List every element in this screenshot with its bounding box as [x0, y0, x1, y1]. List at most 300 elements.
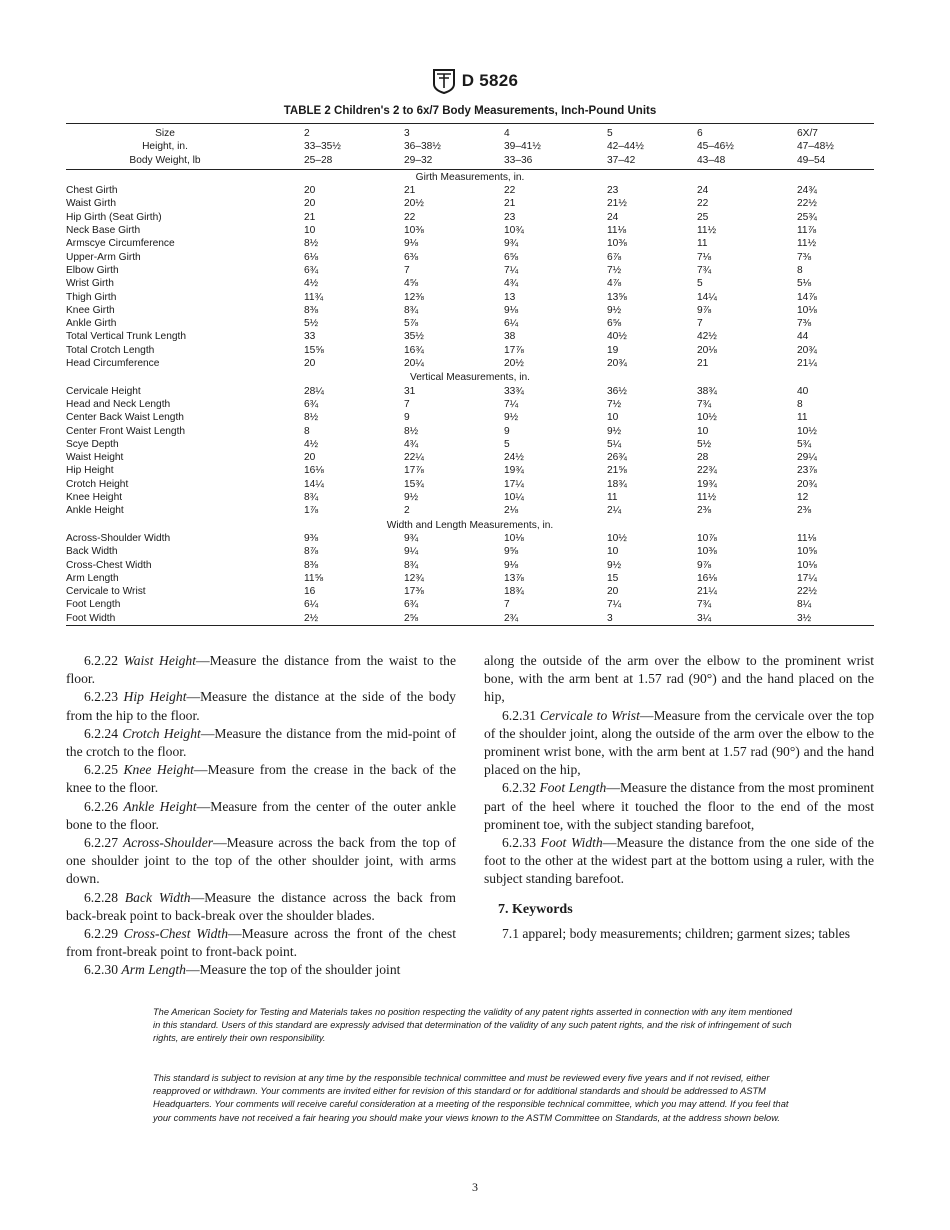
table-cell: 3 — [607, 612, 613, 624]
paragraph-continuation: along the outside of the arm over the elbow to the prominent wrist bone, with the arm bent at 1.57 rad (90°) and the hand placed on the hip, — [484, 653, 874, 705]
table-cell: 2⅜ — [697, 505, 712, 517]
table-cell: 7 — [404, 264, 410, 276]
table-cell: 22 — [504, 185, 516, 197]
section-title-row — [66, 169, 874, 184]
table-row — [66, 344, 874, 357]
table-cell: 13⅝ — [607, 291, 627, 303]
table-cell: 24 — [607, 211, 619, 223]
table-cell: 38 — [504, 331, 516, 343]
row-label: Crotch Height — [66, 478, 129, 490]
table-cell: 16¾ — [404, 344, 424, 356]
table-cell: 5½ — [304, 318, 319, 330]
definition-text: —Measure across the front of the chest from front-break point to front-back point. — [66, 926, 456, 960]
table-row — [66, 357, 874, 370]
table-cell: 9½ — [404, 492, 419, 504]
table-cell: 2 — [404, 505, 410, 517]
table-cell: 9½ — [504, 412, 519, 424]
table-cell: 40½ — [607, 331, 627, 343]
term: Cervicale to Wrist — [539, 707, 640, 723]
table-cell: 7¼ — [504, 398, 519, 410]
definition-text: —Measure across the back from the top of one shoulder joint to the top of the other shoulder joint, with arms down. — [66, 835, 456, 887]
table-cell: 11⅛ — [797, 532, 817, 544]
table-cell: 10⅛ — [797, 304, 817, 316]
table-cell: 17⅜ — [404, 586, 424, 598]
table-cell: 7⅜ — [797, 318, 812, 330]
table-cell: 5 — [504, 438, 510, 450]
section-number: 6.2.27 — [84, 835, 118, 851]
definition-text: —Measure from the crease in the back of the knee to the floor. — [66, 762, 456, 796]
table-cell: 9¾ — [504, 238, 519, 250]
table-cell: 20½ — [504, 358, 524, 370]
definition-text: —Measure the distance across the back from back-break point to back-break over the shoulder blades. — [66, 889, 456, 923]
table-cell: 14¼ — [304, 478, 324, 490]
table-cell: 6¼ — [304, 599, 319, 611]
table-row — [66, 317, 874, 330]
row-label: Neck Base Girth — [66, 225, 141, 237]
table-cell: 10½ — [607, 532, 627, 544]
term: Foot Length — [539, 780, 607, 796]
document-id: D 5826 — [461, 71, 519, 90]
definition-text: —Measure the top of the shoulder joint — [185, 962, 401, 978]
header-value: 33–36 — [504, 154, 533, 166]
text-column-right — [484, 652, 874, 943]
row-label: Arm Length — [66, 572, 119, 584]
section-number: 6.2.23 — [84, 689, 118, 705]
table-cell: 8⅜ — [304, 559, 319, 571]
text-column-left — [66, 652, 456, 980]
table-cell: 5⅞ — [404, 318, 419, 330]
table-row — [66, 478, 874, 491]
paragraph — [66, 889, 456, 925]
term: Ankle Height — [123, 798, 197, 814]
table-cell: 11 — [697, 238, 708, 250]
table-cell: 9½ — [607, 304, 622, 316]
table-cell: 21½ — [607, 198, 627, 210]
section-number: 6.2.25 — [84, 762, 118, 778]
table-cell: 2⅛ — [504, 505, 519, 517]
table-cell: 25 — [697, 211, 709, 223]
table-cell: 9⅝ — [504, 546, 519, 558]
header-value: 42–44½ — [607, 141, 644, 153]
table-cell: 21¼ — [697, 586, 717, 598]
table-cell: 7 — [504, 599, 510, 611]
table-cell: 9⅛ — [504, 559, 519, 571]
row-label: Knee Height — [66, 492, 123, 504]
table-cell: 25¾ — [797, 211, 817, 223]
header-value: 29–32 — [404, 154, 433, 166]
table-cell: 6⅛ — [304, 251, 319, 263]
term: Crotch Height — [122, 725, 201, 741]
table-row — [66, 572, 874, 585]
table-cell: 28 — [697, 452, 709, 464]
table-cell: 22¾ — [697, 465, 717, 477]
paragraph — [66, 798, 456, 834]
row-label: Hip Girth (Seat Girth) — [66, 211, 162, 223]
table-cell: 14⅞ — [797, 291, 817, 303]
row-label: Across-Shoulder Width — [66, 532, 171, 544]
section-title: Girth Measurements, in. — [415, 171, 525, 183]
section-title: Vertical Measurements, in. — [409, 372, 531, 384]
table-cell: 20 — [607, 586, 619, 598]
table-cell: 36½ — [607, 385, 627, 397]
table-cell: 5¾ — [797, 438, 812, 450]
definition-text: —Measure the distance from the waist to the floor. — [66, 653, 456, 687]
table-cell: 8 — [797, 398, 803, 410]
table-row — [66, 425, 874, 438]
header-value: 37–42 — [607, 154, 636, 166]
table-cell: 42½ — [697, 331, 717, 343]
table-cell: 21 — [404, 185, 416, 197]
section-number: 6.2.29 — [84, 926, 118, 942]
table-cell: 16⅛ — [697, 572, 717, 584]
table-cell: 5 — [697, 278, 703, 290]
table-cell: 6⅝ — [607, 318, 622, 330]
keywords-text: 7.1 apparel; body measurements; children; garment sizes; tables — [502, 925, 851, 941]
table-cell: 10½ — [797, 425, 817, 437]
table-cell: 4⅝ — [404, 278, 419, 290]
table-cell: 9½ — [607, 559, 622, 571]
astm-logo-icon — [432, 68, 456, 94]
table-cell: 6¼ — [504, 318, 519, 330]
table-cell: 11 — [607, 492, 618, 504]
table-row — [66, 504, 874, 517]
table-cell: 44 — [797, 331, 809, 343]
table-cell: 10⅝ — [797, 546, 817, 558]
table-cell: 12 — [797, 492, 809, 504]
table-row — [66, 291, 874, 304]
table-cell: 8½ — [304, 238, 319, 250]
table-cell: 15 — [607, 572, 619, 584]
table-cell: 10⅜ — [697, 546, 717, 558]
table-cell: 5⅛ — [797, 278, 812, 290]
row-label: Chest Girth — [66, 185, 118, 197]
table-cell: 10 — [607, 546, 619, 558]
keywords-heading: 7. Keywords — [498, 901, 573, 917]
table-cell: 22½ — [797, 198, 817, 210]
row-label: Total Crotch Length — [66, 344, 155, 356]
row-label: Cervicale Height — [66, 385, 141, 397]
row-label: Knee Girth — [66, 304, 115, 316]
table-cell: 19¾ — [504, 465, 524, 477]
page-number: 3 — [472, 1180, 478, 1194]
table-cell: 35½ — [404, 331, 424, 343]
table-cell: 17⅞ — [404, 465, 424, 477]
table-cell: 40 — [797, 385, 809, 397]
table-cell: 20 — [304, 452, 316, 464]
term: Across-Shoulder — [122, 835, 214, 851]
table-cell: 11½ — [797, 238, 817, 250]
table-cell: 18¾ — [607, 478, 627, 490]
table-cell: 1⅞ — [304, 505, 319, 517]
table-cell: 10⅜ — [607, 238, 627, 250]
table-cell: 9½ — [607, 425, 622, 437]
table-cell: 2½ — [304, 612, 319, 624]
table-cell: 11¾ — [304, 291, 324, 303]
section-number: 6.2.28 — [84, 889, 118, 905]
table-cell: 9 — [404, 412, 410, 424]
table-cell: 7⅜ — [797, 251, 812, 263]
definition-text: —Measure the distance from the mid-point of the crotch to the floor. — [66, 725, 457, 760]
page-header — [0, 68, 950, 99]
table-header-row — [66, 154, 874, 170]
table-cell: 11½ — [697, 225, 717, 237]
paragraph — [66, 925, 456, 961]
table-cell: 6¾ — [304, 264, 319, 276]
table-cell: 9⅞ — [697, 304, 712, 316]
table-row — [66, 585, 874, 598]
table-cell: 23 — [504, 211, 516, 223]
table-cell: 5¼ — [607, 438, 622, 450]
table-cell: 13⅞ — [504, 572, 524, 584]
table-cell: 17⅞ — [504, 344, 524, 356]
term: Back Width — [124, 889, 191, 905]
table-cell: 4½ — [304, 278, 319, 290]
table-cell: 2⅝ — [404, 612, 419, 624]
table-cell: 16 — [304, 586, 316, 598]
table-cell: 8⅞ — [304, 546, 319, 558]
row-label: Ankle Girth — [66, 318, 117, 330]
table-cell: 24 — [697, 185, 709, 197]
header-value: 43–48 — [697, 154, 726, 166]
table-header-row — [66, 140, 874, 153]
table-header-row — [66, 124, 874, 141]
header-logo-group — [432, 68, 519, 94]
table-cell: 20 — [304, 198, 316, 210]
table-cell: 2¾ — [504, 612, 519, 624]
table-cell: 9¼ — [404, 546, 419, 558]
patent-notice: The American Society for Testing and Materials takes no position respecting the validity of any patent rights asserted in connection with any item mentioned in this standard. Users of this standard are expressly advised that determination of the validity of any such patent rights, and the risk of infringement of such rights, are entirely their own responsibility. — [153, 1007, 793, 1044]
table-cell: 6¾ — [404, 599, 419, 611]
table-row — [66, 598, 874, 611]
table-cell: 14¼ — [697, 291, 717, 303]
table-title: TABLE 2 Children's 2 to 6x/7 Body Measurements, Inch-Pound Units — [283, 105, 657, 117]
row-label: Upper-Arm Girth — [66, 251, 141, 263]
table-row — [66, 385, 874, 398]
row-label: Wrist Girth — [66, 278, 114, 290]
measurements-table — [66, 123, 874, 626]
paragraph — [66, 725, 456, 761]
table-cell: 8½ — [304, 412, 319, 424]
row-label: Foot Width — [66, 612, 116, 624]
definition-text: —Measure from the cervicale over the top of the shoulder joint, along the outside of the arm over the elbow to the prominent wrist bone, with the arm bent at 1.57 rad (90°) and the hand placed on the hip, — [484, 707, 874, 778]
row-label: Scye Depth — [66, 438, 119, 450]
table-cell: 7 — [697, 318, 703, 330]
table-cell: 9⅞ — [697, 559, 712, 571]
header-value: 6 — [697, 128, 703, 139]
table-cell: 24½ — [504, 452, 524, 464]
table-cell: 7¾ — [697, 398, 712, 410]
table-cell: 10½ — [697, 412, 717, 424]
term: Cross-Chest Width — [123, 926, 229, 942]
table-row — [66, 491, 874, 504]
table-row — [66, 197, 874, 210]
table-cell: 29¼ — [797, 452, 817, 464]
table-cell: 11⅝ — [304, 572, 324, 584]
table-cell: 10⅞ — [697, 532, 717, 544]
table-row — [66, 304, 874, 317]
table-cell: 8 — [304, 425, 310, 437]
table-cell: 9⅜ — [304, 532, 319, 544]
header-value: 5 — [607, 128, 613, 139]
table-cell: 6⅝ — [504, 251, 519, 263]
table-cell: 12⅜ — [404, 291, 424, 303]
table-cell: 2⅜ — [797, 505, 812, 517]
row-label: Ankle Height — [66, 505, 124, 517]
table-row — [66, 237, 874, 250]
definition-text: —Measure the distance from the most prominent part of the heel where it touched the floor to the end of the most prominent toe, with the subject standing barefoot, — [484, 780, 874, 832]
header-value: 3 — [404, 128, 410, 139]
table-row — [66, 438, 874, 451]
header-label: Body Weight, lb — [129, 154, 201, 166]
table-cell: 10¾ — [504, 225, 524, 237]
row-label: Center Front Waist Length — [66, 425, 186, 437]
table-cell: 20¾ — [797, 344, 817, 356]
table-cell: 3½ — [797, 612, 812, 624]
table-cell: 16⅛ — [304, 465, 324, 477]
table-cell: 10⅛ — [797, 559, 817, 571]
row-label: Cross-Chest Width — [66, 559, 152, 571]
paragraph — [484, 834, 874, 889]
table-cell: 20¾ — [797, 478, 817, 490]
table-row — [66, 224, 874, 237]
table-cell: 20¾ — [607, 358, 627, 370]
header-value: 4 — [504, 128, 510, 139]
table-cell: 15⅝ — [304, 344, 324, 356]
header-value: 47–48½ — [797, 141, 834, 153]
paragraph — [66, 688, 456, 724]
table-cell: 6¾ — [304, 398, 319, 410]
paragraph — [484, 779, 874, 834]
row-label: Waist Height — [66, 452, 124, 464]
table-cell: 6⅞ — [607, 251, 622, 263]
table-cell: 8¾ — [304, 492, 319, 504]
table-cell: 11 — [797, 412, 808, 424]
table-cell: 6⅜ — [404, 251, 419, 263]
header-value: 45–46½ — [697, 141, 734, 153]
table-row — [66, 451, 874, 464]
table-cell: 33 — [304, 331, 316, 343]
definition-text: —Measure the distance at the side of the body from the hip to the floor. — [66, 689, 456, 723]
table-cell: 8½ — [404, 425, 419, 437]
definition-text: —Measure the distance from the one side of the foot to the other at the widest part at the bottom using a ruler, with the subject standing barefoot. — [484, 835, 875, 887]
table-cell: 11½ — [697, 492, 717, 504]
table-row — [66, 532, 874, 545]
table-cell: 19¾ — [697, 478, 717, 490]
table-cell: 8¾ — [404, 559, 419, 571]
table-cell: 17¼ — [504, 478, 524, 490]
table-cell: 7½ — [607, 264, 622, 276]
row-label: Waist Girth — [66, 198, 116, 210]
table-cell: 17¼ — [797, 572, 817, 584]
table-row — [66, 330, 874, 343]
table-row — [66, 251, 874, 264]
table-cell: 15¾ — [404, 478, 424, 490]
paragraph — [66, 652, 456, 688]
row-label: Center Back Waist Length — [66, 412, 184, 424]
revision-notice: This standard is subject to revision at any time by the responsible technical committee and must be reviewed every five years and if not revised, either reapproved or withdrawn. Your comments are invited either for revision of this standard or for additional standards and should be addressed to ASTM Headquarters. Your comments will receive careful consideration at a meeting of the responsible technical committee, which you may attend. If you feel that your comments have not received a fair hearing you should make your views known to the ASTM Committee on Standards, at the address shown below. — [153, 1073, 789, 1123]
section-title-row — [66, 370, 874, 384]
table-cell: 21¼ — [797, 358, 817, 370]
table-row — [66, 184, 874, 197]
table-cell: 12¾ — [404, 572, 424, 584]
table-cell: 38¾ — [697, 385, 717, 397]
section-number: 6.2.33 — [502, 835, 536, 851]
header-label: Size — [155, 128, 175, 139]
table-cell: 9¾ — [404, 532, 419, 544]
table-cell: 11⅞ — [797, 225, 817, 237]
table-cell: 4¾ — [404, 438, 419, 450]
table-cell: 11⅛ — [607, 225, 627, 237]
header-value: 6X/7 — [797, 128, 818, 139]
table-cell: 5½ — [697, 438, 712, 450]
table-cell: 22 — [404, 211, 416, 223]
table-cell: 18¾ — [504, 586, 524, 598]
table-cell: 8⅜ — [304, 304, 319, 316]
header-value: 25–28 — [304, 154, 333, 166]
table-cell: 8¾ — [404, 304, 419, 316]
row-label: Elbow Girth — [66, 264, 119, 276]
table-cell: 10 — [607, 412, 619, 424]
section-number: 6.2.32 — [502, 780, 536, 796]
paragraph — [66, 761, 456, 797]
table-cell: 21 — [504, 198, 516, 210]
table-cell: 22½ — [797, 586, 817, 598]
table-cell: 20¼ — [404, 358, 424, 370]
section-number: 6.2.22 — [84, 653, 118, 668]
row-label: Hip Height — [66, 465, 114, 477]
header-label: Height, in. — [142, 141, 188, 153]
table-cell: 20 — [304, 358, 316, 370]
table-cell: 22 — [697, 198, 709, 210]
table-cell: 28¼ — [304, 385, 324, 397]
term: Foot Width — [540, 835, 603, 851]
row-label: Head and Neck Length — [66, 398, 171, 410]
table-cell: 10⅛ — [504, 532, 524, 544]
paragraph — [484, 707, 874, 780]
table-cell: 7¼ — [607, 599, 622, 611]
term: Waist Height — [123, 653, 197, 668]
table-cell: 21 — [697, 358, 709, 370]
table-cell: 7 — [404, 398, 410, 410]
table-cell: 8 — [797, 264, 803, 276]
header-value: 49–54 — [797, 154, 826, 166]
row-label: Foot Length — [66, 599, 121, 611]
row-label: Thigh Girth — [66, 291, 117, 303]
definition-text: —Measure from the center of the outer ankle bone to the floor. — [66, 798, 457, 832]
table-cell: 21⅝ — [607, 465, 627, 477]
header-value: 33–35½ — [304, 141, 341, 153]
table-cell: 10 — [304, 225, 316, 237]
table-cell: 26¾ — [607, 452, 627, 464]
row-label: Total Vertical Trunk Length — [66, 331, 187, 343]
table-cell: 22¼ — [404, 452, 424, 464]
table-cell: 20½ — [404, 198, 424, 210]
table-row — [66, 411, 874, 424]
table-cell: 23⅞ — [797, 465, 817, 477]
table-cell: 20⅛ — [697, 344, 717, 356]
row-label: Cervicale to Wrist — [66, 586, 146, 598]
term: Hip Height — [123, 689, 187, 705]
header-value: 36–38½ — [404, 141, 441, 153]
table-cell: 19 — [607, 344, 619, 356]
table-cell: 7½ — [607, 398, 622, 410]
table-row — [66, 559, 874, 572]
section-number: 6.2.26 — [84, 798, 118, 814]
section-title-row — [66, 518, 874, 532]
table-row — [66, 264, 874, 277]
term: Knee Height — [123, 762, 194, 778]
table-cell: 9⅛ — [404, 238, 419, 250]
